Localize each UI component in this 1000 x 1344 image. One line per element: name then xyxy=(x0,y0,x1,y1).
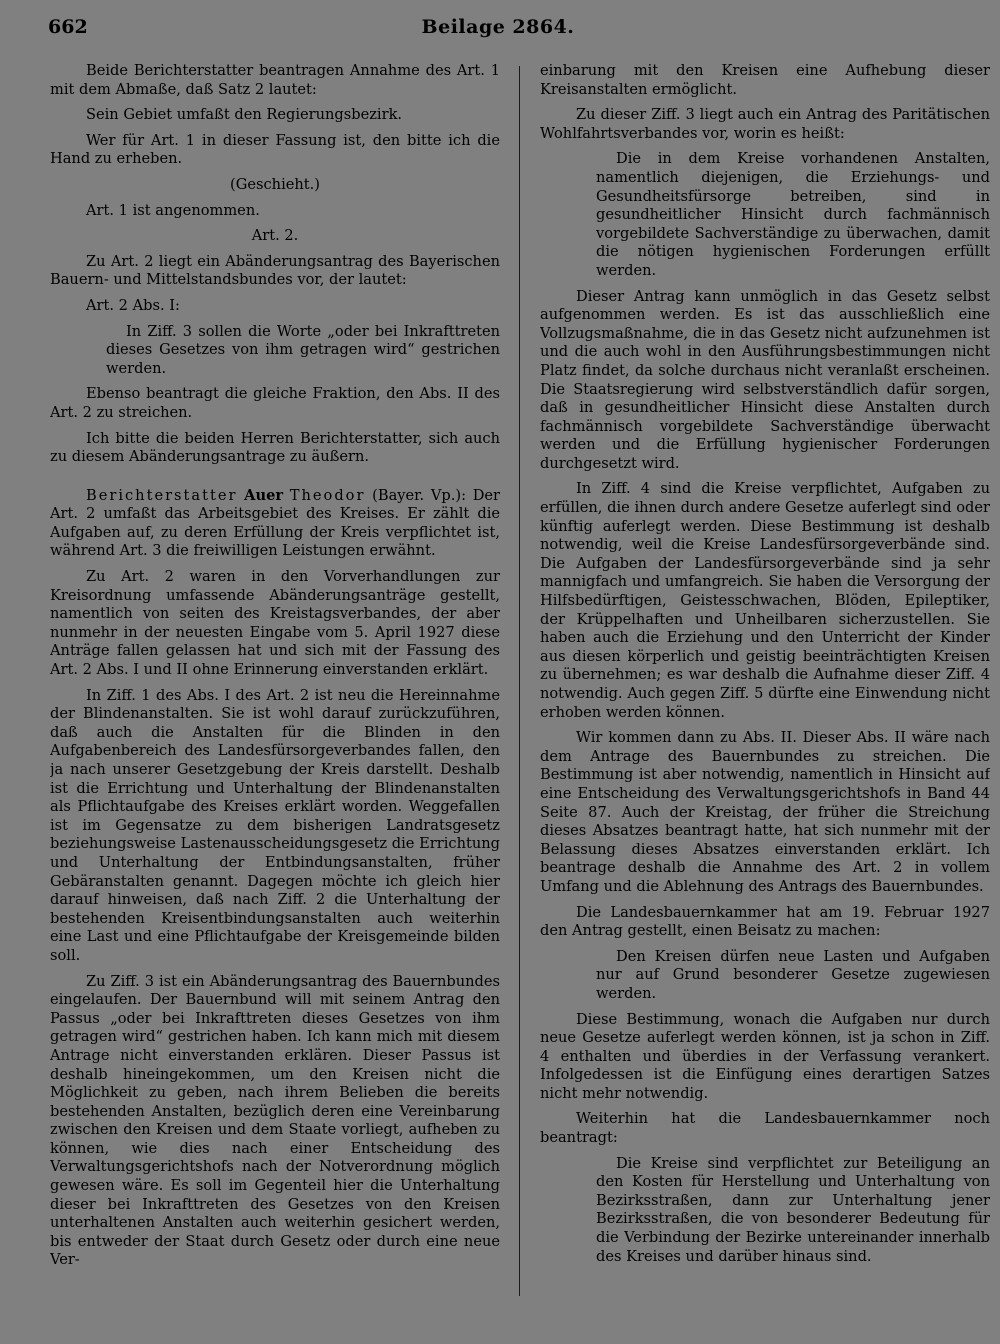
quoted-motion: Die Kreise sind verpflichtet zur Beteiligung an den Kosten für Herstellung und Unterhaltung von Bezirksstraßen, dann zur Unterhaltung jener Bezirksstraßen, die von besonderer Bedeutung für die Verbindung der Bezirke untereinander innerhalb des Kreises und darüber hinaus sind. xyxy=(596,1154,990,1265)
paragraph: Wer für Art. 1 in dieser Fassung ist, den bitte ich die Hand zu erheben. xyxy=(50,131,500,168)
paragraph: Beide Berichterstatter beantragen Annahme des Art. 1 mit dem Abmaße, daß Satz 2 lautet: xyxy=(50,62,500,98)
quoted-motion: Den Kreisen dürfen neue Lasten und Aufgaben nur auf Grund besonderer Gesetze zugewiesen werden. xyxy=(596,947,990,1002)
paragraph: Diese Bestimmung, wonach die Aufgaben nur durch neue Gesetze auferlegt werden können, ist ja schon in Ziff. 4 enthalten und überdies in der Verfassung verankert. Infolgedessen ist die Einfügung eines derartigen Satzes nicht mehr notwendig. xyxy=(540,1010,990,1102)
speaker-text: (Bayer. Vp.): Der Art. 2 umfaßt das Arbeitsgebiet des Kreises. Er zählt die Aufgaben auf, zu deren Erfüllung der Kreis verpflichtet ist, während Art. 3 die freiwilligen Leistungen erwähnt. xyxy=(50,486,500,560)
paragraph: Zu Art. 2 liegt ein Abänderungsantrag des Bayerischen Bauern- und Mittelstandsbundes vor, der lautet: xyxy=(50,252,500,289)
paragraph: Dieser Antrag kann unmöglich in das Gesetz selbst aufgenommen werden. Es ist das ausschließlich eine Vollzugsmaßnahme, die in das Gesetz nicht aufzunehmen ist und die auch wohl in den Ausführungsbestimmungen nicht Platz findet, da solche durchaus nicht veranlaßt erscheinen. Die Staatsregierung wird selbstverständlich dafür sorgen, daß in gesundheitlicher Hinsicht diese Anstalten durch fachmännisch vorgebildete Sachverständige überwacht werden und die Erfüllung hygienischer Forderungen durchgesetzt wird. xyxy=(540,287,990,472)
speaker-paragraph xyxy=(50,487,500,561)
paragraph: In Ziff. 1 des Abs. I des Art. 2 ist neu die Hereinnahme der Blindenanstalten. Sie ist wohl darauf zurückzuführen, daß auch die Anstalten für die Blinden in den Aufgabenbereich des Landesfürsorgeverbandes fallen, den ja nach unserer Gesetzgebung der Kreis darstellt. Deshalb ist die Errichtung und Unterhaltung der Blindenanstalten als Pflichtaufgabe des Kreises erklärt worden. Weggefallen ist im Gegensatze zu dem bisherigen Landratsgesetz beziehungsweise Lastenausscheidungsgesetz die Errichtung und Unterhaltung der Entbindungsanstalten, früher Gebäranstalten genannt. Dagegen möchte ich gleich hier darauf hinweisen, daß nach Ziff. 2 die Unterhaltung der bestehenden Kreisentbindungsanstalten auch weiterhin eine Last und eine Pflichtaufgabe der Kreisgemeinde bilden soll. xyxy=(50,686,500,964)
paragraph: Die Landesbauernkammer hat am 19. Februar 1927 den Antrag gestellt, einen Beisatz zu machen: xyxy=(540,903,990,940)
column-divider xyxy=(519,66,520,1296)
paragraph: Ebenso beantragt die gleiche Fraktion, den Abs. II des Art. 2 zu streichen. xyxy=(50,385,500,421)
left-column xyxy=(50,62,500,1330)
paragraph: Art. 1 ist angenommen. xyxy=(86,201,260,219)
page-number: 662 xyxy=(48,16,88,38)
paragraph: Art. 2 Abs. I: xyxy=(86,296,180,314)
paragraph: einbarung mit den Kreisen eine Aufhebung dieser Kreisanstalten ermöglicht. xyxy=(540,62,990,98)
paragraph: Ich bitte die beiden Herren Berichterstatter, sich auch zu diesem Abänderungsantrage zu äußern. xyxy=(50,429,500,466)
right-column xyxy=(540,62,990,1330)
paragraph: Wir kommen dann zu Abs. II. Dieser Abs. II wäre nach dem Antrage des Bauernbundes zu streichen. Die Bestimmung ist aber notwendig, namentlich in Hinsicht auf eine Entscheidung des Verwaltungsgerichtshofs in Band 44 Seite 87. Auch der Kreistag, der früher die Streichung dieses Absatzes beantragt hatte, hat sich nunmehr mit der Belassung dieses Absatzes einverstanden erklärt. Ich beantrage deshalb die Annahme des Art. 2 in vollem Umfang und die Ablehnung des Antrags des Bauernbundes. xyxy=(540,729,990,895)
paragraph: Sein Gebiet umfaßt den Regierungsbezirk. xyxy=(86,106,403,124)
article-heading: Art. 2. xyxy=(251,227,299,245)
quoted-motion: Die in dem Kreise vorhandenen Anstalten, namentlich diejenigen, die Erziehungs- und Gesundheitsfürsorge betreiben, sind in gesundheitlicher Hinsicht durch fachmännisch vorgebildete Sachverständige zu überwachen, damit die nötigen hygienischen Forderungen erfüllt werden. xyxy=(596,150,990,279)
paragraph: In Ziff. 4 sind die Kreise verpflichtet, Aufgaben zu erfüllen, die ihnen durch andere Gesetze auferlegt sind oder künftig auferlegt werden. Diese Bestimmung ist deshalb notwendig, weil die Kreise Landesfürsorgeverbände sind. Die Aufgaben der Landesfürsorgeverbände sind ja sehr mannigfach und umfangreich. Sie haben die Versorgung der Hilfsbedürftigen, Geistesschwachen, Blöden, Epileptiker, der Krüppelhaften und Unheilbaren sicherzustellen. Sie haben auch die Erziehung und den Unterricht der Kinder aus diesen körperlich und geistig beeinträchtigten Kreisen zu übernehmen; es war deshalb die Aufnahme dieser Ziff. 4 notwendig. Auch gegen Ziff. 5 dürfte eine Einwendung nicht erhoben werden können. xyxy=(540,480,990,721)
paragraph: Zu Ziff. 3 ist ein Abänderungsantrag des Bauernbundes eingelaufen. Der Bauernbund will mit seinem Antrag den Passus „oder bei Inkrafttreten dieses Gesetzes von ihm getragen wird“ gestrichen haben. Ich kann mich mit diesem Antrage nicht einverstanden erklären. Dieser Passus ist deshalb hineingekommen, um den Kreisen nicht die Möglichkeit zu geben, nach ihrem Belieben die bereits bestehenden Anstalten, bezüglich deren eine Vereinbarung zwischen den Kreisen und dem Staate vorliegt, aufheben zu können, wie dies nach einer Entscheidung des Verwaltungsgerichtshofs nach der Notverordnung möglich gewesen wäre. Es soll im Gegenteil hier die Unterhaltung dieser bei Inkrafttreten des Gesetzes von den Kreisen unterhaltenen Anstalten auch weiterhin gesichert werden, bis entweder der Staat durch Gesetz oder durch eine neue Ver- xyxy=(50,972,500,1269)
speaker-role: Berichterstatter xyxy=(86,486,238,504)
page-header xyxy=(48,16,948,52)
speaker-name: Auer xyxy=(244,486,284,504)
page-title: Beilage 2864. xyxy=(421,16,575,38)
quoted-motion: In Ziff. 3 sollen die Worte „oder bei Inkrafttreten dieses Gesetzes von ihm getragen wird“ gestrichen werden. xyxy=(106,322,500,377)
paragraph: Zu Art. 2 waren in den Vorverhandlungen zur Kreisordnung umfassende Abänderungsanträge gestellt, namentlich von seiten des Kreistagsverbandes, der aber nunmehr in der neuesten Eingabe vom 5. April 1927 diese Anträge fallen gelassen hat und sich mit der Fassung des Art. 2 Abs. I und II ohne Erinnerung einverstanden erklärt. xyxy=(50,568,500,679)
paragraph: Zu dieser Ziff. 3 liegt auch ein Antrag des Paritätischen Wohlfahrtsverbandes vor, worin es heißt: xyxy=(540,106,990,142)
speaker-first-name: Theodor xyxy=(289,486,366,504)
stage-direction: (Geschieht.) xyxy=(230,175,320,193)
paragraph: Weiterhin hat die Landesbauernkammer noch beantragt: xyxy=(540,1110,990,1147)
